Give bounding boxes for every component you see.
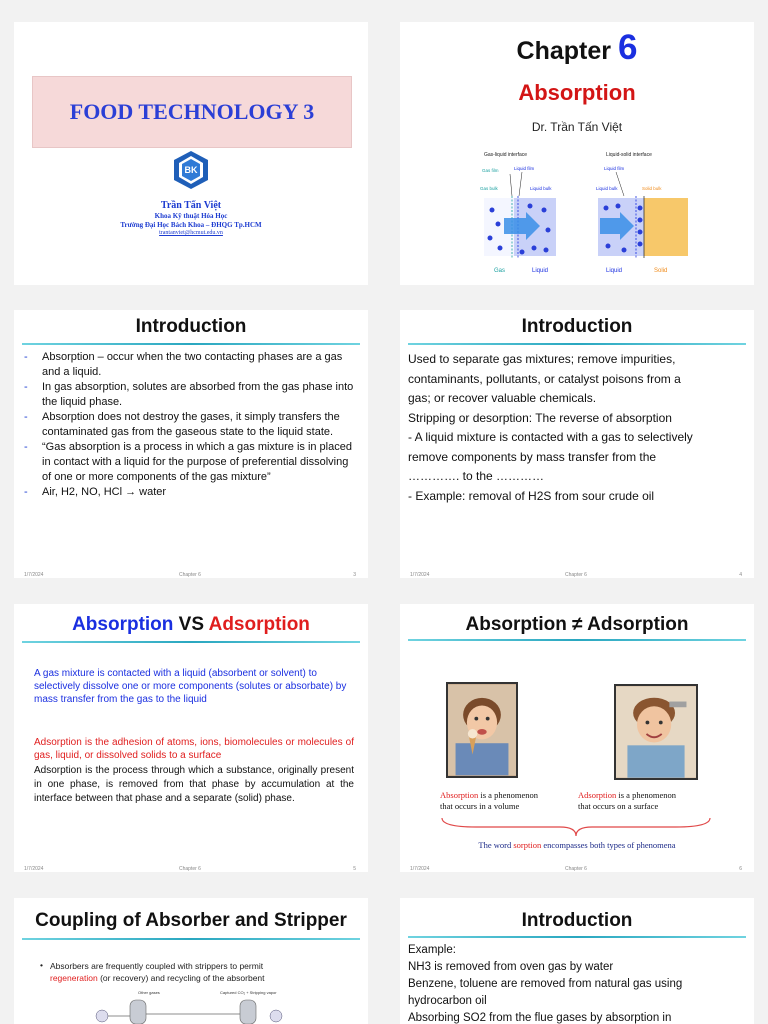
logo-text: BK [184,165,198,175]
bullet-text-post: (or recovery) and recycling of the absorbent [97,973,265,983]
slide-3-introduction [14,310,368,578]
footer-chapter: Chapter 6 [565,572,587,578]
diagram-gas-film: Gas film [482,168,499,173]
title-divider [22,938,360,940]
footer-date: 1/7/2024 [410,572,430,578]
sorption-note [400,840,754,850]
text-line: NH3 is removed from oven gas by water [408,961,614,973]
photo-child-with-magnifier [614,684,698,780]
slide-4-body [408,350,746,506]
diagram-liquid-film-left: Liquid film [514,166,535,171]
fig-label-other-gases: Other gases [138,990,160,995]
slide-5-title [14,614,368,636]
slide-6-absorption-not-adsorption [400,604,754,872]
slide-4-introduction [400,310,754,578]
author-name: Trần Tấn Việt [160,200,222,211]
absorption-definition: A gas mixture is contacted with a liquid (absorbent or solvent) to selectively dissolve one or more components (solutes or absorbate) by mass transfer from the gas to the liquid [34,668,347,705]
diagram-label-liquid-right: Liquid [606,268,623,274]
child-looking-image-icon [616,686,696,778]
text-line: Example: [408,944,456,956]
text-line: contaminants, pollutants, or catalyst poisons from a [408,371,681,386]
text-line: Benzene, toluene are removed from natural gas using [408,978,683,990]
text-line: gas; or recover valuable chemicals. [408,391,597,405]
slide-5-absorption-vs-adsorption [14,604,368,872]
text-line: Used to separate gas mixtures; remove impurities, [408,352,676,366]
title-divider [22,641,360,643]
fig-label-captured: Captured CO₂ + Stripping vapor [220,990,277,995]
bullet-text-regeneration: regeneration [50,973,98,983]
slide-4-title: Introduction [521,316,633,337]
sorption-post: encompasses both types of phenomena [541,840,676,850]
list-item: - “Gas absorption is a process in which a gas mixture is in placed in contact with a liquid for the purpose of preferential dissolving of one or more components of the gas mixture” [22,440,358,485]
footer-date: 1/7/2024 [410,866,430,872]
bullet-text-pre: Absorbers are frequently coupled with strippers to permit [50,961,264,971]
title-divider [408,639,746,641]
department: Khoa Kỹ thuật Hóa Học [154,212,228,220]
footer-page-number: 6 [739,866,742,872]
slide-7-coupling [14,898,368,1024]
slide-8-title: Introduction [521,910,633,931]
text-line: - A liquid mixture is contacted with a gas to selectively [408,430,693,444]
university: Trường Đại Học Bách Khoa – ĐHQG Tp.HCM [120,221,262,229]
list-item: - In gas absorption, solutes are absorbed from the gas phase into the liquid phase. [22,380,358,410]
text-line: remove components by mass transfer from the [408,449,657,464]
intro-bullet-list [22,350,358,500]
title-vs: VS [173,614,209,635]
diagram-solid-bulk: Solid bulk [642,186,662,191]
caption-absorption [440,790,538,812]
footer-chapter: Chapter 6 [179,866,201,872]
diagram-right-title: Liquid-solid interface [606,152,652,158]
sorption-pre: The word [478,840,514,850]
diagram-liquid-bulk-left: Liquid bulk [530,186,552,191]
text-line: Absorbing SO2 from the flue gases by absorption in [408,1012,672,1024]
slide-7-title: Coupling of Absorber and Stripper [35,910,347,931]
chapter-number: 6 [617,28,638,67]
slide-2-chapter [400,22,754,285]
diagram-label-gas: Gas [494,268,506,274]
footer-page-number: 3 [353,572,356,578]
title-divider [22,343,360,345]
course-title: FOOD TECHNOLOGY 3 [69,99,315,124]
chapter-subtitle: Absorption [518,80,636,105]
list-item: - Absorption – occur when the two contacting phases are a gas and a liquid. [22,350,358,380]
absorber-stripper-diagram [94,988,294,1024]
slide-6-title: Absorption ≠ Adsorption [465,614,689,635]
adsorption-definition: Adsorption is the adhesion of atoms, ions, biomolecules or molecules of gas, liquid, or dissolved solids to a surface [34,737,354,761]
footer-chapter: Chapter 6 [565,866,587,872]
caption-adsorption-line2: that occurs on a surface [578,801,659,811]
text-line: Stripping or desorption: The reverse of absorption [408,410,672,425]
interface-diagram [478,150,694,280]
caption-absorption-rest: is a phenomenon [478,790,538,800]
slide-1-title [14,22,368,285]
caption-absorption-term: Absorption [440,790,479,800]
text-line: - Example: removal of H2S from sour crude oil [408,488,655,503]
adsorption-process: Adsorption is the process through which a substance, originally present in one phase, is removed from that phase by accumulation at the interface between that phase and a separate (solid) phase. [34,765,354,804]
footer-chapter: Chapter 6 [179,572,201,578]
title-adsorption: Adsorption [208,614,310,635]
author-block [14,200,368,236]
child-eating-image-icon [448,684,516,776]
chapter-author: Dr. Trần Tấn Việt [531,120,623,134]
bullet-dot: • [40,960,43,970]
coupling-bullet [50,960,348,984]
sorption-term: sorption [513,840,542,850]
caption-adsorption [578,790,676,812]
chapter-word: Chapter [516,37,612,65]
footer-page-number: 5 [353,866,356,872]
footer-date: 1/7/2024 [24,866,44,872]
title-divider [408,936,746,938]
slide-8-body [408,942,746,1024]
email-link[interactable]: trantanviet@hcmut.edu.vn [159,230,223,236]
footer-date: 1/7/2024 [24,572,44,578]
slide-8-introduction [400,898,754,1024]
caption-adsorption-term: Adsorption [578,790,617,800]
text-line: hydrocarbon oil [408,995,487,1007]
chapter-heading [400,28,754,68]
title-absorption: Absorption [72,614,174,635]
photo-child-eating-ice-cream [446,682,518,778]
text-line: …………. to the ………… [408,469,545,483]
caption-adsorption-rest: is a phenomenon [616,790,676,800]
slide-3-title: Introduction [135,316,247,337]
diagram-liquid-bulk-right: Liquid bulk [596,186,618,191]
list-item: - Absorption does not destroy the gases, it simply transfers the contaminated gas from the gaseous state to the liquid state. [22,410,358,440]
diagram-liquid-film-right: Liquid film [604,166,625,171]
diagram-left-title: Gas-liquid interface [484,152,528,158]
diagram-label-solid: Solid [654,268,668,274]
course-title-banner [32,76,352,148]
university-logo-icon [171,150,211,190]
title-divider [408,343,746,345]
diagram-label-liquid-left: Liquid [532,268,549,274]
diagram-gas-bulk: Gas bulk [480,186,498,191]
caption-absorption-line2: that occurs in a volume [440,801,520,811]
footer-page-number: 4 [739,572,742,578]
list-item: - Air, H2, NO, HCl → water [22,485,358,500]
curly-brace-icon [440,816,712,838]
